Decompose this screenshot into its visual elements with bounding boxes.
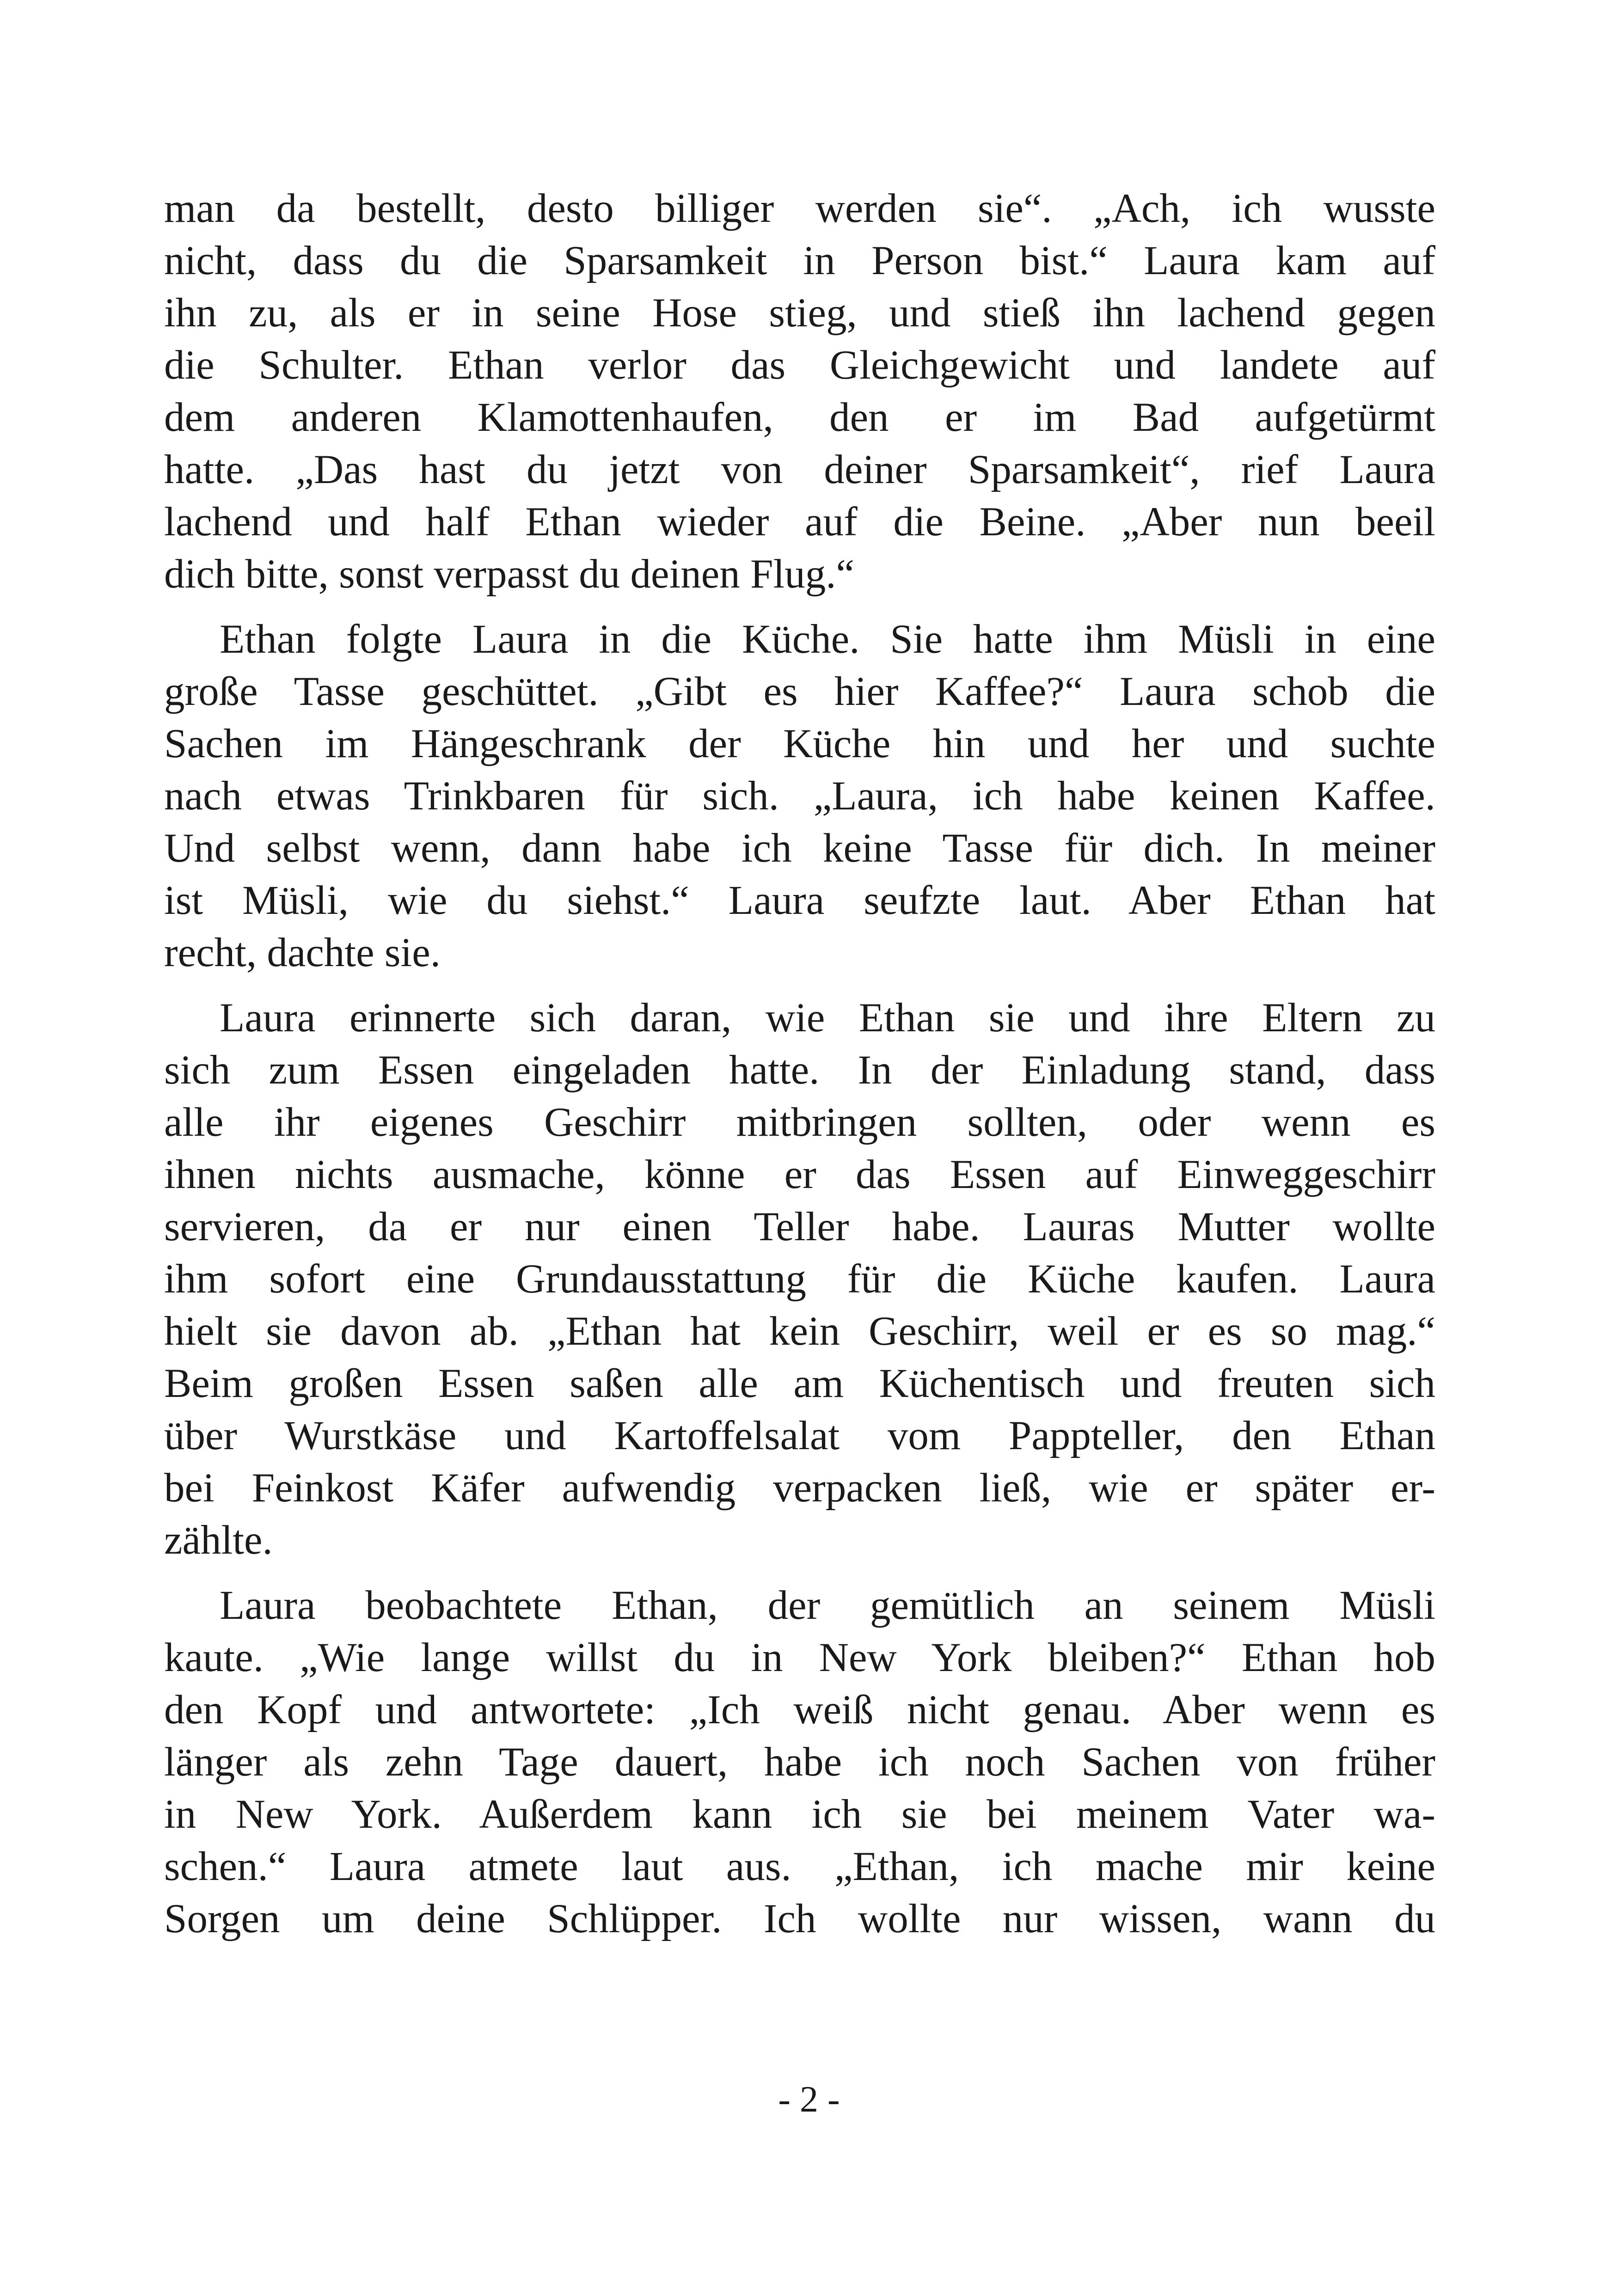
text-line: in New York. Außerdem kann ich sie bei meinem Vater wa- xyxy=(164,1792,1435,1837)
text-line: über Wurstkäse und Kartoffelsalat vom Pappteller, den Ethan xyxy=(164,1413,1435,1458)
text-line: ihm sofort eine Grundausstattung für die Küche kaufen. Laura xyxy=(164,1256,1435,1302)
text-line: hielt sie davon ab. „Ethan hat kein Geschirr, weil er es so mag.“ xyxy=(164,1309,1435,1354)
paragraph-3 xyxy=(164,992,1435,1567)
text-line: recht, dachte sie. xyxy=(164,930,441,975)
text-line: Laura beobachtete Ethan, der gemütlich an seinem Müsli xyxy=(220,1583,1435,1628)
text-line: man da bestellt, desto billiger werden sie“. „Ach, ich wusste xyxy=(164,186,1435,231)
text-line: länger als zehn Tage dauert, habe ich noch Sachen von früher xyxy=(164,1739,1435,1785)
text-line: zählte. xyxy=(164,1518,273,1563)
text-line: dem anderen Klamottenhaufen, den er im Bad aufgetürmt xyxy=(164,395,1435,440)
text-line: alle ihr eigenes Geschirr mitbringen sollten, oder wenn es xyxy=(164,1100,1435,1145)
paragraph-2 xyxy=(164,613,1435,979)
text-line: Sachen im Hängeschrank der Küche hin und her und suchte xyxy=(164,721,1435,766)
text-line: ihnen nichts ausmache, könne er das Essen auf Einweggeschirr xyxy=(164,1152,1435,1197)
text-line: große Tasse geschüttet. „Gibt es hier Kaffee?“ Laura schob die xyxy=(164,669,1435,714)
text-line: servieren, da er nur einen Teller habe. Lauras Mutter wollte xyxy=(164,1204,1435,1249)
text-line: ist Müsli, wie du siehst.“ Laura seufzte laut. Aber Ethan hat xyxy=(164,878,1435,923)
text-line: lachend und half Ethan wieder auf die Beine. „Aber nun beeil xyxy=(164,499,1435,545)
text-line: schen.“ Laura atmete laut aus. „Ethan, ich mache mir keine xyxy=(164,1844,1435,1889)
page-number: - 2 - xyxy=(778,2079,840,2120)
text-line: Sorgen um deine Schlüpper. Ich wollte nur wissen, wann du xyxy=(164,1896,1435,1941)
text-line: Beim großen Essen saßen alle am Küchentisch und freuten sich xyxy=(164,1361,1435,1406)
text-line: nach etwas Trinkbaren für sich. „Laura, ich habe keinen Kaffee. xyxy=(164,773,1435,819)
paragraph-4 xyxy=(164,1580,1435,1945)
text-line: nicht, dass du die Sparsamkeit in Person bist.“ Laura kam auf xyxy=(164,238,1435,283)
paragraph-1 xyxy=(164,183,1435,600)
text-line: kaute. „Wie lange willst du in New York bleiben?“ Ethan hob xyxy=(164,1635,1435,1680)
text-line: die Schulter. Ethan verlor das Gleichgewicht und landete auf xyxy=(164,343,1435,388)
text-line: dich bitte, sonst verpasst du deinen Flug.“ xyxy=(164,551,855,597)
text-line: Ethan folgte Laura in die Küche. Sie hatte ihm Müsli in eine xyxy=(220,617,1435,662)
body-text xyxy=(164,183,1435,1958)
text-line: Und selbst wenn, dann habe ich keine Tasse für dich. In meiner xyxy=(164,826,1435,871)
text-line: bei Feinkost Käfer aufwendig verpacken ließ, wie er später er- xyxy=(164,1465,1435,1511)
text-line: den Kopf und antwortete: „Ich weiß nicht genau. Aber wenn es xyxy=(164,1687,1435,1733)
text-line: sich zum Essen eingeladen hatte. In der Einladung stand, dass xyxy=(164,1047,1435,1093)
text-line: hatte. „Das hast du jetzt von deiner Sparsamkeit“, rief Laura xyxy=(164,447,1435,492)
text-line: Laura erinnerte sich daran, wie Ethan sie und ihre Eltern zu xyxy=(220,995,1435,1041)
text-line: ihn zu, als er in seine Hose stieg, und stieß ihn lachend gegen xyxy=(164,290,1435,336)
